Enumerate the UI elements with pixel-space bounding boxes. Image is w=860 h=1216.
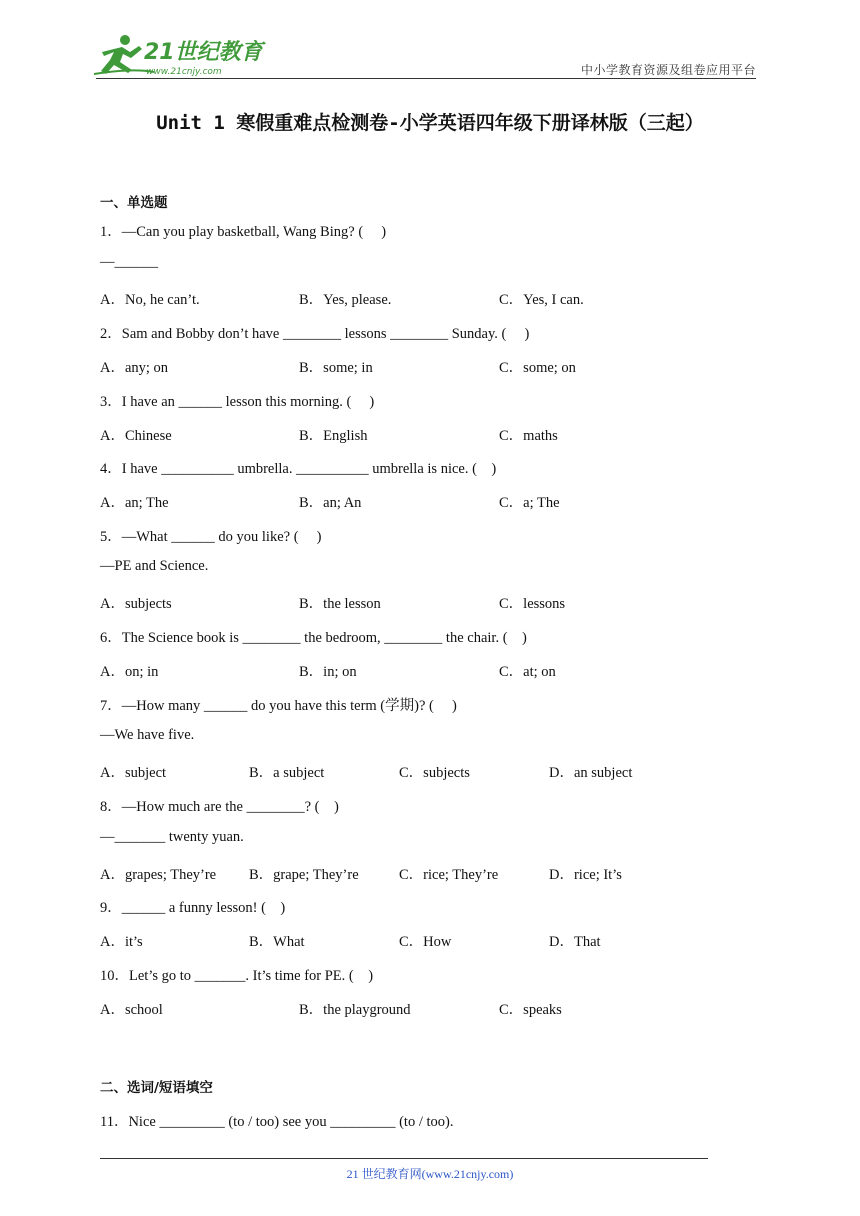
footer-divider [100,1158,708,1159]
question-8-stem: 8．—How much are the ________? ( ) [100,799,339,815]
question-6-option-a: A．on; in [100,664,159,680]
question-3-option-b: B．English [299,428,368,444]
svg-text:21世纪教育: 21世纪教育 [144,40,263,65]
question-8-option-b: B．grape; They’re [249,867,359,883]
question-5-stem: 5．—What ______ do you like? ( ) [100,529,322,545]
question-5-option-a: A．subjects [100,596,172,612]
question-10-stem: 10．Let’s go to _______. It’s time for PE. ( ) [100,968,374,984]
question-9-stem: 9．______ a funny lesson! ( ) [100,900,286,916]
question-5-option-b: B．the lesson [299,596,381,612]
platform-tagline: 中小学教育资源及组卷应用平台 [580,63,756,77]
question-8-option-c: C．rice; They’re [399,867,499,883]
question-2-option-a: A．any; on [100,360,169,376]
question-4-option-b: B．an; An [299,495,362,511]
site-logo [92,32,267,78]
section-heading-single-choice: 一、单选题 [100,195,168,211]
question-6-option-c: C．at; on [499,664,556,680]
question-1-option-c: C．Yes, I can. [499,292,584,308]
question-7-option-a: A．subject [100,765,167,781]
question-7-stem: 7．—How many ______ do you have this term (学期)? ( ) [100,698,457,714]
question-4-option-a: A．an; The [100,495,169,511]
question-10-option-a: A．school [100,1002,163,1018]
question-7-option-c: C．subjects [399,765,470,781]
question-8-reply: —_______ twenty yuan. [100,829,244,845]
question-9-option-a: A．it’s [100,934,143,950]
question-7-reply: —We have five. [100,727,195,743]
question-3-option-c: C．maths [499,428,558,444]
question-7-option-b: B．a subject [249,765,325,781]
document-title: Unit 1 寒假重难点检测卷-小学英语四年级下册译林版（三起） [156,112,704,134]
question-4-option-c: C．a; The [499,495,560,511]
question-7-option-d: D．an subject [549,765,633,781]
question-5-option-c: C．lessons [499,596,566,612]
question-5-reply: —PE and Science. [100,558,209,574]
section-heading-word-fill: 二、选词/短语填空 [100,1080,213,1096]
question-2-option-b: B．some; in [299,360,373,376]
question-1-reply: —______ [100,254,158,270]
runner-logo-icon [92,32,267,78]
question-2-option-c: C．some; on [499,360,576,376]
question-6-option-b: B．in; on [299,664,357,680]
question-6-stem: 6．The Science book is ________ the bedroom, ________ the chair. ( ) [100,630,527,646]
svg-text:www.21cnjy.com: www.21cnjy.com [146,67,222,77]
question-3-option-a: A．Chinese [100,428,172,444]
question-1-option-b: B．Yes, please. [299,292,392,308]
question-9-option-c: C．How [399,934,452,950]
question-8-option-d: D．rice; It’s [549,867,622,883]
question-2-stem: 2．Sam and Bobby don’t have ________ lessons ________ Sunday. ( ) [100,326,530,342]
question-9-option-b: B．What [249,934,305,950]
question-3-stem: 3．I have an ______ lesson this morning. ( ) [100,394,375,410]
question-11-stem: 11．Nice _________ (to / too) see you _________ (to / too). [100,1114,454,1130]
question-10-option-b: B．the playground [299,1002,411,1018]
question-1-stem: 1．—Can you play basketball, Wang Bing? ( ) [100,224,387,240]
question-9-option-d: D．That [549,934,601,950]
footer-link[interactable]: 21 世纪教育网(www.21cnjy.com) [346,1167,514,1181]
question-10-option-c: C．speaks [499,1002,562,1018]
question-1-option-a: A．No, he can’t. [100,292,200,308]
question-8-option-a: A．grapes; They’re [100,867,217,883]
header-divider [96,78,756,79]
question-4-stem: 4．I have __________ umbrella. __________ umbrella is nice. ( ) [100,461,497,477]
